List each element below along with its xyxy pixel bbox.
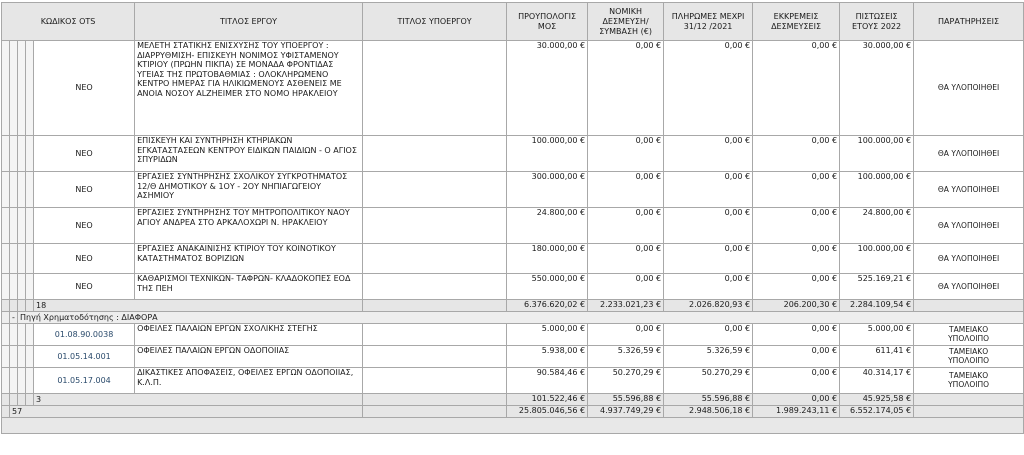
- row-code: ΝΕΟ: [34, 172, 135, 208]
- row-subtitle: [363, 136, 507, 172]
- row-budget: 5.000,00 €: [507, 324, 588, 346]
- row-note: ΘΑ ΥΛΟΠΟΙΗΘΕΙ: [914, 244, 1024, 274]
- row-title: ΚΑΘΑΡΙΣΜΟΙ ΤΕΧΝΙΚΩΝ- ΤΑΦΡΩΝ- ΚΛΑΔΟΚΟΠΕΣ ΕΟΔ ΤΗΣ ΠΕΗ: [135, 274, 363, 300]
- header-commitment: ΝΟΜΙΚΗ ΔΕΣΜΕΥΣΗ/ ΣΥΜΒΑΣΗ (€): [588, 3, 664, 41]
- row-pending: 0,00 €: [753, 368, 840, 394]
- row-note-line2: ΥΠΟΛΟΙΠΟ: [948, 333, 990, 343]
- row-note: ΘΑ ΥΛΟΠΟΙΗΘΕΙ: [914, 41, 1024, 136]
- row-budget: 90.584,46 €: [507, 368, 588, 394]
- row-payments: 5.326,59 €: [664, 346, 753, 368]
- table-row: [2, 346, 1024, 368]
- row-credits: 100.000,00 €: [840, 136, 914, 172]
- row-commitment: 0,00 €: [588, 41, 664, 136]
- row-title: ΕΡΓΑΣΙΕΣ ΣΥΝΤΗΡΗΣΗΣ ΤΟΥ ΜΗΤΡΟΠΟΛΙΤΙΚΟΥ ΝΑΟΥ ΑΓΙΟΥ ΑΝΔΡΕΑ ΣΤΟ ΑΡΚΑΛΟΧΩΡΙ Ν. ΗΡΑΚΛΕΙΟΥ: [135, 208, 363, 244]
- subtotal-budget: 6.376.620,02 €: [507, 300, 588, 312]
- group-collapse-toggle[interactable]: -: [10, 312, 18, 324]
- row-code: ΝΕΟ: [34, 41, 135, 136]
- row-note: [914, 368, 1024, 394]
- header-title: ΤΙΤΛΟΣ ΕΡΓΟΥ: [135, 3, 363, 41]
- row-budget: 24.800,00 €: [507, 208, 588, 244]
- row-commitment: 50.270,29 €: [588, 368, 664, 394]
- row-code: 01.05.17.004: [34, 368, 135, 394]
- subtotal-row: [2, 394, 1024, 406]
- row-note: ΘΑ ΥΛΟΠΟΙΗΘΕΙ: [914, 172, 1024, 208]
- grand-total-row: [2, 406, 1024, 418]
- subtotal-pending: 0,00 €: [753, 394, 840, 406]
- header-subtitle: ΤΙΤΛΟΣ ΥΠΟΕΡΓΟΥ: [363, 3, 507, 41]
- row-pending: 0,00 €: [753, 172, 840, 208]
- row-payments: 0,00 €: [664, 172, 753, 208]
- row-subtitle: [363, 274, 507, 300]
- row-code: ΝΕΟ: [34, 274, 135, 300]
- row-budget: 5.938,00 €: [507, 346, 588, 368]
- row-note-line2: ΥΠΟΛΟΙΠΟ: [948, 355, 990, 365]
- row-subtitle: [363, 41, 507, 136]
- row-code: ΝΕΟ: [34, 208, 135, 244]
- row-subtitle: [363, 208, 507, 244]
- grand-total-commitment: 4.937.749,29 €: [588, 406, 664, 418]
- row-code: 01.05.14.001: [34, 346, 135, 368]
- row-credits: 30.000,00 €: [840, 41, 914, 136]
- subtotal-commitment: 2.233.021,23 €: [588, 300, 664, 312]
- row-commitment: 0,00 €: [588, 324, 664, 346]
- row-note: [914, 346, 1024, 368]
- subtotal-count: 3: [34, 394, 363, 406]
- row-pending: 0,00 €: [753, 41, 840, 136]
- row-note: ΘΑ ΥΛΟΠΟΙΗΘΕΙ: [914, 136, 1024, 172]
- row-payments: 50.270,29 €: [664, 368, 753, 394]
- row-note-line1: ΤΑΜΕΙΑΚΟ: [949, 347, 989, 356]
- row-note: ΘΑ ΥΛΟΠΟΙΗΘΕΙ: [914, 274, 1024, 300]
- header-pending: ΕΚΚΡΕΜΕΙΣ ΔΕΣΜΕΥΣΕΙΣ: [753, 3, 840, 41]
- row-credits: 24.800,00 €: [840, 208, 914, 244]
- row-pending: 0,00 €: [753, 346, 840, 368]
- row-pending: 0,00 €: [753, 324, 840, 346]
- table-row: [2, 208, 1024, 244]
- row-title: ΟΦΕΙΛΕΣ ΠΑΛΑΙΩΝ ΕΡΓΩΝ ΣΧΟΛΙΚΗΣ ΣΤΕΓΗΣ: [135, 324, 363, 346]
- row-title: ΕΠΙΣΚΕΥΗ ΚΑΙ ΣΥΝΤΗΡΗΣΗ ΚΤΗΡΙΑΚΩΝ ΕΓΚΑΤΑΣΤΑΣΕΩΝ ΚΕΝΤΡΟΥ ΕΙΔΙΚΩΝ ΠΑΙΔΙΩΝ - Ο ΑΓΙΟΣ ΣΠΥΡΙΔΩΝ: [135, 136, 363, 172]
- row-budget: 300.000,00 €: [507, 172, 588, 208]
- grand-total-budget: 25.805.046,56 €: [507, 406, 588, 418]
- row-subtitle: [363, 346, 507, 368]
- row-code: ΝΕΟ: [34, 244, 135, 274]
- row-payments: 0,00 €: [664, 274, 753, 300]
- row-credits: 5.000,00 €: [840, 324, 914, 346]
- grand-total-payments: 2.948.506,18 €: [664, 406, 753, 418]
- row-pending: 0,00 €: [753, 244, 840, 274]
- grand-total-pending: 1.989.243,11 €: [753, 406, 840, 418]
- row-pending: 0,00 €: [753, 208, 840, 244]
- row-payments: 0,00 €: [664, 244, 753, 274]
- header-notes: ΠΑΡΑΤΗΡΗΣΕΙΣ: [914, 3, 1024, 41]
- grand-total-count: 57: [10, 406, 363, 418]
- budget-table: [1, 2, 1024, 434]
- table-row: [2, 172, 1024, 208]
- header-payments: ΠΛΗΡΩΜΕΣ ΜΕΧΡΙ 31/12 /2021: [664, 3, 753, 41]
- row-budget: 30.000,00 €: [507, 41, 588, 136]
- row-credits: 100.000,00 €: [840, 172, 914, 208]
- row-title: ΔΙΚΑΣΤΙΚΕΣ ΑΠΟΦΑΣΕΙΣ, ΟΦΕΙΛΕΣ ΕΡΓΩΝ ΟΔΟΠΟΙΙΑΣ, Κ.Λ.Π.: [135, 368, 363, 394]
- subtotal-pending: 206.200,30 €: [753, 300, 840, 312]
- row-title: ΕΡΓΑΣΙΕΣ ΑΝΑΚΑΙΝΙΣΗΣ ΚΤΙΡΙΟΥ ΤΟΥ ΚΟΙΝΟΤΙΚΟΥ ΚΑΤΑΣΤΗΜΑΤΟΣ ΒΟΡΙΖΙΩΝ: [135, 244, 363, 274]
- table-row: [2, 244, 1024, 274]
- row-commitment: 0,00 €: [588, 274, 664, 300]
- row-subtitle: [363, 244, 507, 274]
- row-title: ΟΦΕΙΛΕΣ ΠΑΛΑΙΩΝ ΕΡΓΩΝ ΟΔΟΠΟΙΙΑΣ: [135, 346, 363, 368]
- row-title: ΕΡΓΑΣΙΕΣ ΣΥΝΤΗΡΗΣΗΣ ΣΧΟΛΙΚΟΥ ΣΥΓΚΡΟΤΗΜΑΤΟΣ 12/Θ ΔΗΜΟΤΙΚΟΥ & 1ΟΥ - 2ΟΥ ΝΗΠΙΑΓΩΓΕΙΟΥ ΑΣΗΜΙΟΥ: [135, 172, 363, 208]
- row-note: ΘΑ ΥΛΟΠΟΙΗΘΕΙ: [914, 208, 1024, 244]
- row-payments: 0,00 €: [664, 324, 753, 346]
- row-subtitle: [363, 324, 507, 346]
- row-pending: 0,00 €: [753, 274, 840, 300]
- row-commitment: 0,00 €: [588, 244, 664, 274]
- row-pending: 0,00 €: [753, 136, 840, 172]
- subtotal-payments: 55.596,88 €: [664, 394, 753, 406]
- row-budget: 180.000,00 €: [507, 244, 588, 274]
- table-row: [2, 136, 1024, 172]
- row-note-line1: ΤΑΜΕΙΑΚΟ: [949, 371, 989, 380]
- row-note-line1: ΤΑΜΕΙΑΚΟ: [949, 325, 989, 334]
- row-credits: 40.314,17 €: [840, 368, 914, 394]
- row-note: [914, 324, 1024, 346]
- group-label: Πηγή Χρηματοδότησης : ΔΙΑΦΟΡΑ: [18, 312, 1024, 324]
- row-credits: 611,41 €: [840, 346, 914, 368]
- group-header: [2, 312, 1024, 324]
- row-budget: 100.000,00 €: [507, 136, 588, 172]
- header-code: ΚΩΔΙΚΟΣ OTS: [2, 3, 135, 41]
- row-commitment: 0,00 €: [588, 172, 664, 208]
- row-budget: 550.000,00 €: [507, 274, 588, 300]
- subtotal-payments: 2.026.820,93 €: [664, 300, 753, 312]
- subtotal-budget: 101.522,46 €: [507, 394, 588, 406]
- subtotal-credits: 2.284.109,54 €: [840, 300, 914, 312]
- row-credits: 100.000,00 €: [840, 244, 914, 274]
- row-credits: 525.169,21 €: [840, 274, 914, 300]
- row-payments: 0,00 €: [664, 208, 753, 244]
- row-code: ΝΕΟ: [34, 136, 135, 172]
- row-subtitle: [363, 172, 507, 208]
- row-payments: 0,00 €: [664, 136, 753, 172]
- header-budget: ΠΡΟΥΠΟΛΟΓΙΣ ΜΟΣ: [507, 3, 588, 41]
- row-title: ΜΕΛΕΤΗ ΣΤΑΤΙΚΗΣ ΕΝΙΣΧΥΣΗΣ ΤΟΥ ΥΠΟΕΡΓΟΥ : ΔΙΑΡΡΥΘΜΙΣΗ- ΕΠΙΣΚΕΥΗ ΝΟΝΙΜΟΣ ΥΦΙΣΤΑΜΕΝΟΥ ΚΤΙΡΙΟΥ (ΠΡΩΗΝ ΠΙΚΠΑ) ΣΕ ΜΟΝΑΔΑ ΦΡΟΝΤΙΔΑΣ ΥΓΕΙΑΣ ΤΗΣ ΠΡΩΤΟΒΑΘΜΙΑΣ : ΟΛΟΚΛΗΡΩΜΕΝΟ ΚΕΝΤΡΟ ΗΜΕΡΑΣ ΓΙΑ ΗΛΙΚΙΩΜΕΝΟΥΣ ΑΣΘΕΝΕΙΣ ΜΕ ΑΝΟΙΑ ΝΟΣΟΥ ALZHEIMER ΣΤΟ ΝΟΜΟ ΗΡΑΚΛΕΙΟΥ: [135, 41, 363, 136]
- row-subtitle: [363, 368, 507, 394]
- row-commitment: 5.326,59 €: [588, 346, 664, 368]
- subtotal-commitment: 55.596,88 €: [588, 394, 664, 406]
- grand-total-credits: 6.552.174,05 €: [840, 406, 914, 418]
- row-note-line2: ΥΠΟΛΟΙΠΟ: [948, 379, 990, 389]
- table-row: [2, 324, 1024, 346]
- table-row: [2, 274, 1024, 300]
- subtotal-credits: 45.925,58 €: [840, 394, 914, 406]
- footer-row: [2, 418, 1024, 434]
- subtotal-row: [2, 300, 1024, 312]
- table-row: [2, 41, 1024, 136]
- header-row: [2, 3, 1024, 41]
- table-row: [2, 368, 1024, 394]
- row-commitment: 0,00 €: [588, 208, 664, 244]
- row-payments: 0,00 €: [664, 41, 753, 136]
- row-commitment: 0,00 €: [588, 136, 664, 172]
- header-credits: ΠΙΣΤΩΣΕΙΣ ΕΤΟΥΣ 2022: [840, 3, 914, 41]
- row-code: 01.08.90.0038: [34, 324, 135, 346]
- subtotal-count: 18: [34, 300, 363, 312]
